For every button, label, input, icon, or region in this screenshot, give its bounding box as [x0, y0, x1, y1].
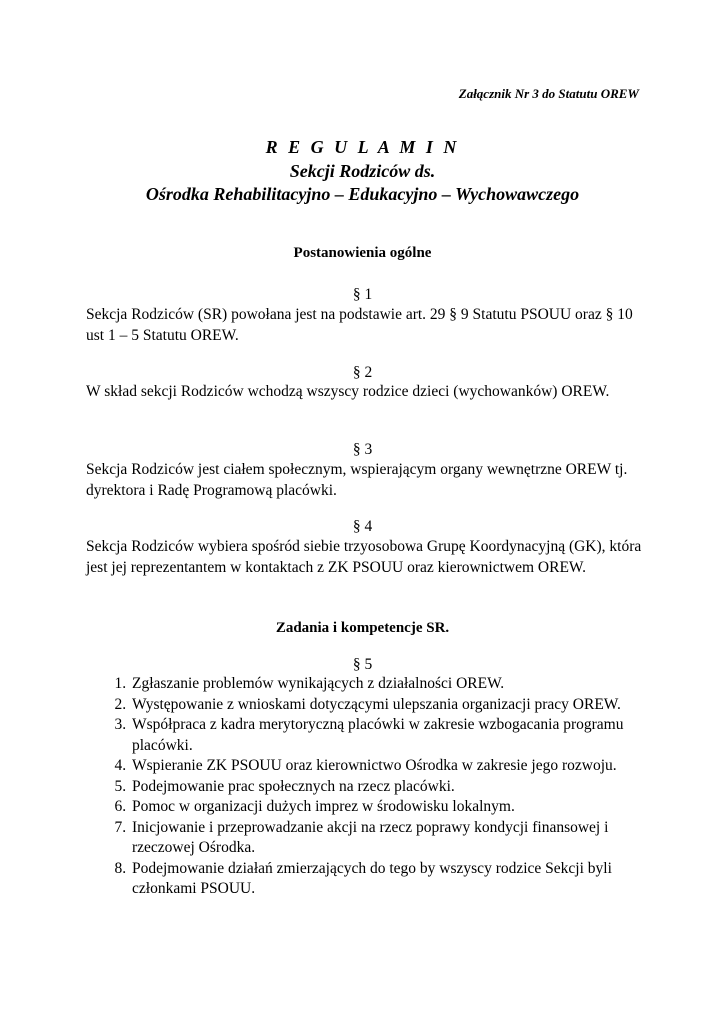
list-item: 4. Wspieranie ZK PSOUU oraz kierownictwo Ośrodka w zakresie jego rozwoju. [130, 756, 646, 777]
list-item: 8. Podejmowanie działań zmierzających do tego by wszyscy rodzice Sekcji byli członkami PSOUU. [130, 859, 646, 900]
section-heading-tasks: Zadania i kompetencje SR. [275, 620, 450, 636]
document-title: R E G U L A M I N [265, 137, 460, 157]
list-item: 5. Podejmowanie prac społecznych na rzecz placówki. [130, 777, 646, 798]
tasks-list [86, 674, 646, 900]
section-heading-general: Postanowienia ogólne [293, 245, 432, 261]
annex-label: Załącznik Nr 3 do Statutu OREW [458, 86, 639, 101]
paragraph-text-4: Sekcja Rodziców wybiera spośród siebie trzyosobowa Grupę Koordynacyjną (GK), która jest jej reprezentantem w kontaktach z ZK PSOUU oraz kierownictwem OREW. [86, 538, 642, 576]
list-item: 6. Pomoc w organizacji dużych imprez w środowisku lokalnym. [130, 797, 646, 818]
paragraph-text-3: Sekcja Rodziców jest ciałem społecznym, wspierającym organy wewnętrzne OREW tj. dyrektora i Radę Programową placówki. [86, 461, 628, 499]
document-subtitle: Sekcji Rodziców ds. [289, 161, 436, 181]
list-item: 3. Współpraca z kadra merytoryczną placówki w zakresie wzbogacania programu placówki. [130, 715, 646, 756]
paragraph-sign-3: § 3 [352, 441, 373, 458]
document-subtitle-institution: Ośrodka Rehabilitacyjno – Edukacyjno – Wychowawczego [145, 184, 580, 204]
paragraph-sign-5: § 5 [352, 656, 373, 673]
list-item: 7. Inicjowanie i przeprowadzanie akcji na rzecz poprawy kondycji finansowej i rzeczowej Ośrodka. [130, 818, 646, 859]
list-item: 2. Występowanie z wnioskami dotyczącymi ulepszania organizacji pracy OREW. [130, 695, 646, 716]
paragraph-text-2: W skład sekcji Rodziców wchodzą wszyscy rodzice dzieci (wychowanków) OREW. [86, 383, 610, 400]
paragraph-text-1: Sekcja Rodziców (SR) powołana jest na podstawie art. 29 § 9 Statutu PSOUU oraz § 10 ust 1 – 5 Statutu OREW. [86, 306, 633, 344]
paragraph-sign-1: § 1 [352, 286, 373, 303]
paragraph-sign-4: § 4 [352, 518, 373, 535]
paragraph-sign-2: § 2 [352, 364, 373, 381]
list-item: 1. Zgłaszanie problemów wynikających z działalności OREW. [130, 674, 646, 695]
